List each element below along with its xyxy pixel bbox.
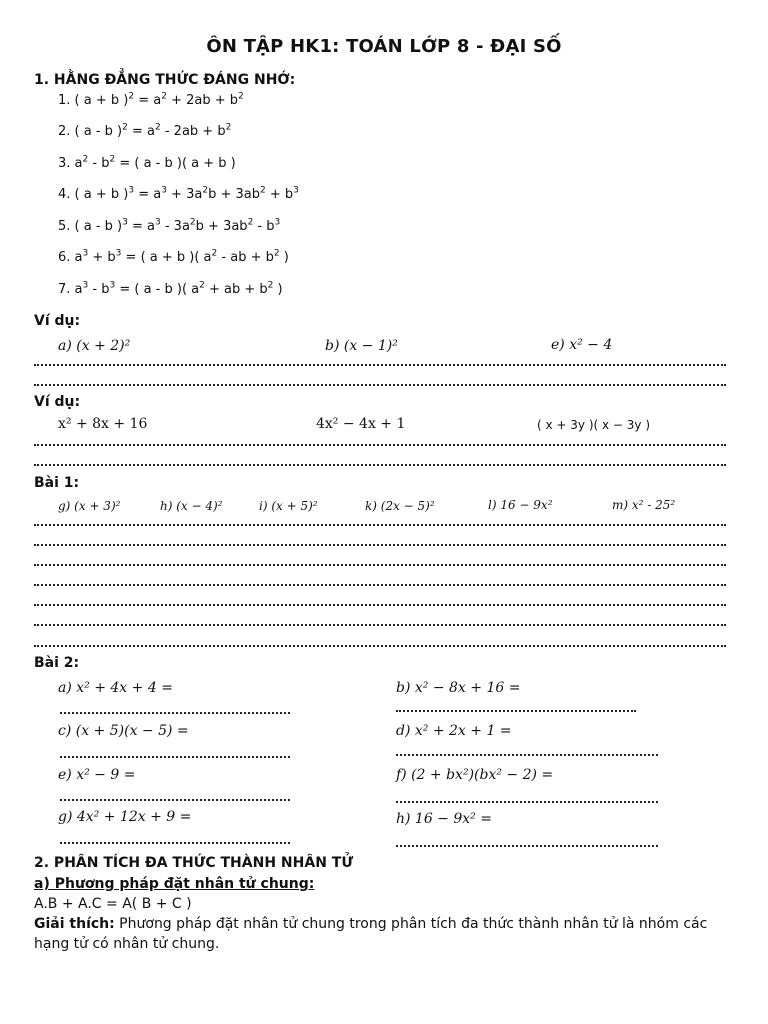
answer-line[interactable] [60,756,290,758]
identity-3: 3. $a^2 - b^2$ = ( a - b )( a + b ) [58,154,236,171]
section2-subheading: a) Phương pháp đặt nhân tử chung: [34,876,315,892]
explain-text: Phương pháp đặt nhân tử chung trong phân tích đa thức thành nhân tử là nhóm các hạng tử có nhân tử chung. [34,916,708,952]
answer-line[interactable] [396,801,658,803]
section2-heading: 2. PHÂN TÍCH ĐA THỨC THÀNH NHÂN TỬ [34,855,354,871]
example2-p2: 4x² − 4x + 1 [316,416,406,432]
page-title: ÔN TẬP HK1: TOÁN LỚP 8 - ĐẠI SỐ [206,36,562,57]
example1-e: e) x² − 4 [551,337,613,353]
example1-b: b) (x − 1)² [325,338,398,354]
bai2-d: d) x² + 2x + 1 = [396,723,512,739]
answer-line[interactable] [34,524,726,526]
bai1-item-l: l) 16 − 9x² [488,498,553,512]
answer-line[interactable] [396,710,636,712]
example2-p3: ( x + 3y )( x − 3y ) [537,418,651,432]
bai1-item-k: k) (2x − 5)² [365,499,435,513]
section2-formula: A.B + A.C = A( B + C ) [34,896,192,912]
answer-line[interactable] [34,564,726,566]
bai2-a: a) x² + 4x + 4 = [58,680,173,696]
explain-label: Giải thích: [34,916,115,932]
answer-line[interactable] [396,845,658,847]
bai1-item-g: g) (x + 3)² [58,499,121,513]
answer-line[interactable] [396,754,658,756]
bai2-c: c) (x + 5)(x − 5) = [58,723,189,739]
answer-line[interactable] [60,842,290,844]
identity-5: 5. ( a - b )$^3 = a^3 - 3a^2b + 3ab^2 - b^3$ [58,217,281,234]
answer-line[interactable] [34,444,726,446]
example2-label: Ví dụ: [34,394,81,410]
bai2-e: e) x² − 9 = [58,767,136,783]
answer-line[interactable] [60,712,290,714]
bai1-item-m: m) x² - 25² [612,498,676,512]
bai2-g: g) 4x² + 12x + 9 = [58,809,192,825]
bai2-h: h) 16 − 9x² = [396,811,492,827]
answer-line[interactable] [34,584,726,586]
bai1-item-h: h) (x − 4)² [160,499,223,513]
identity-4: 4. ( a + b )$^3 = a^3 + 3a^2b + 3ab^2 + b^3$ [58,185,299,202]
section2-explanation [34,914,714,954]
answer-line[interactable] [34,464,726,466]
answer-line[interactable] [34,624,726,626]
answer-line[interactable] [60,799,290,801]
example2-p1: x² + 8x + 16 [58,416,148,432]
identity-2: 2. ( a - b )$^2 = a^2 - 2ab + b^2$ [58,122,232,139]
example1-label: Ví dụ: [34,313,81,329]
identity-6: 6. $a^3 + b^3$ = ( a + b )( $a^2$ - ab + $b^2$ ) [58,248,289,265]
identity-7: 7. $a^3 - b^3$ = ( a - b )( $a^2$ + ab + $b^2$ ) [58,280,283,297]
answer-line[interactable] [34,364,726,366]
bai2-label: Bài 2: [34,655,80,671]
bai1-item-i: i) (x + 5)² [259,499,318,513]
bai1-label: Bài 1: [34,475,80,491]
answer-line[interactable] [34,604,726,606]
answer-line[interactable] [34,384,726,386]
answer-line[interactable] [34,544,726,546]
bai2-b: b) x² − 8x + 16 = [396,680,521,696]
answer-line[interactable] [34,645,726,647]
example1-a: a) (x + 2)² [58,338,131,354]
section1-heading: 1. HẰNG ĐẲNG THỨC ĐÁNG NHỚ: [34,72,296,88]
bai2-f: f) (2 + bx²)(bx² − 2) = [396,767,554,783]
identity-1: 1. ( a + b )$^2 = a^2 + 2ab + b^2$ [58,91,244,108]
